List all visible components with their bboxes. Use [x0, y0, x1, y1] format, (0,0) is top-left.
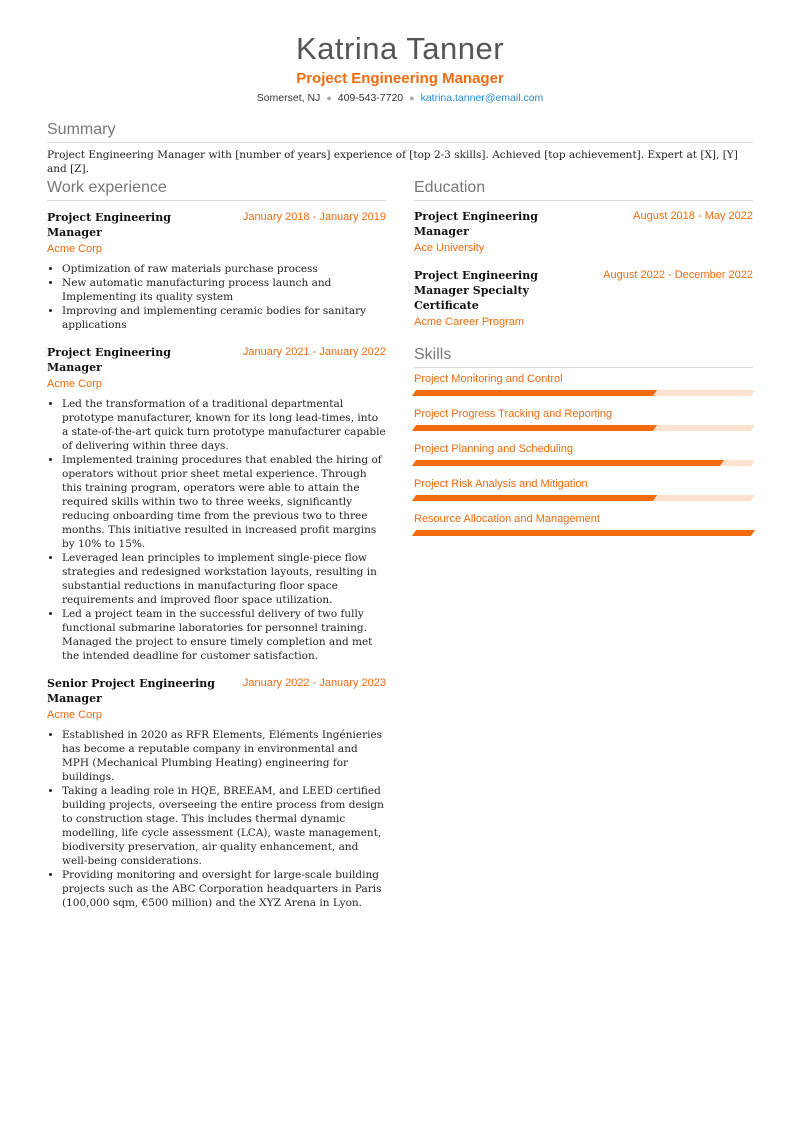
skill-level-bar	[414, 390, 753, 396]
job-bullet: • Led a project team in the successful delivery of two fully functional submarine laboratories for personnel training. Managed the project to ensure timely completion and met the intended deadline for customer satisfaction.	[62, 607, 386, 663]
skill-fill	[412, 390, 657, 396]
skill-item	[414, 407, 753, 431]
skill-item	[414, 512, 753, 536]
job-entry	[47, 210, 386, 332]
job-bullet: • Established in 2020 as RFR Elements, Eléments Ingénieries has become a reputable company in environmental and MPH (Mechanical Plumbing Heating) engineering for buildings.	[62, 728, 386, 784]
job-dates: January 2021 - January 2022	[242, 346, 386, 358]
job-dates: January 2022 - January 2023	[242, 677, 386, 689]
education-dates: August 2018 - May 2022	[633, 210, 753, 222]
skill-level-bar	[414, 460, 753, 466]
job-bullet: • Implemented training procedures that enabled the hiring of operators without prior sheet metal experience. Through this training program, operators were able to attain the required skills within two to three weeks, significantly reducing onboarding time from the previous two to three months. This initiative resulted in increased profit margins by 10% to 15%.	[62, 453, 386, 551]
school-name: Acme Career Program	[414, 316, 525, 328]
skill-fill	[412, 460, 725, 466]
job-dates: January 2018 - January 2019	[242, 211, 386, 223]
job-bullet: • New automatic manufacturing process launch and Implementing its quality system	[62, 276, 386, 304]
separator-dot-icon: ●	[409, 93, 415, 103]
job-bullet: • Improving and implementing ceramic bodies for sanitary applications	[62, 304, 386, 332]
job-company: Acme Corp	[47, 378, 103, 390]
education-heading: Education	[414, 178, 753, 201]
skills-list	[414, 372, 753, 536]
skill-level-bar	[414, 495, 753, 501]
summary-section	[47, 120, 753, 176]
job-title: Senior Project Engineering Manager	[47, 677, 215, 705]
job-bullet: • Taking a leading role in HQE, BREEAM, and LEED certified building projects, overseeing the entire process from design to construction stage. This includes thermal dynamic modelling, life cycle assessment (LCA), waste management, biodiversity preservation, air quality enhancement, and well-being considerations.	[62, 784, 386, 868]
candidate-name: Katrina Tanner	[295, 31, 505, 66]
job-bullet: • Led the transformation of a traditional departmental prototype manufacturer, known for its long lead-times, into a state-of-the-art quick turn prototype manufacturer capable of delivering within three days.	[62, 397, 386, 453]
education-entry	[414, 268, 753, 330]
job-title: Project Engineering Manager	[47, 211, 171, 239]
skill-name: Project Risk Analysis and Mitigation	[414, 478, 588, 490]
education-entry	[414, 209, 753, 256]
skill-item	[414, 477, 753, 501]
work-experience-section	[47, 178, 386, 910]
skill-item	[414, 372, 753, 396]
skill-level-bar	[414, 530, 753, 536]
skills-section	[414, 345, 753, 536]
skill-item	[414, 442, 753, 466]
job-bullets	[47, 397, 386, 663]
degree-title: Project Engineering Manager Specialty Certificate	[414, 269, 538, 312]
skills-heading: Skills	[414, 345, 753, 368]
education-section	[414, 178, 753, 330]
skill-name: Project Monitoring and Control	[414, 373, 563, 385]
skill-name: Project Progress Tracking and Reporting	[414, 408, 613, 420]
contact-line	[0, 92, 800, 104]
job-entry	[47, 345, 386, 663]
job-company: Acme Corp	[47, 243, 103, 255]
skill-name: Resource Allocation and Management	[414, 513, 600, 525]
candidate-title: Project Engineering Manager	[296, 70, 504, 87]
skill-fill	[412, 495, 657, 501]
summary-text: Project Engineering Manager with [number of years] experience of [top 2-3 skills]. Achieved [top achievement]. Expert at [X], [Y] and [Z].	[47, 149, 738, 175]
education-dates: August 2022 - December 2022	[603, 269, 753, 281]
skill-level-bar	[414, 425, 753, 431]
work-experience-heading: Work experience	[47, 178, 386, 201]
resume-header	[0, 0, 800, 104]
skill-fill	[412, 530, 755, 536]
job-bullets	[47, 262, 386, 332]
job-bullet: • Optimization of raw materials purchase process	[62, 262, 386, 276]
job-title: Project Engineering Manager	[47, 346, 171, 374]
location-text: Somerset, NJ	[256, 92, 321, 104]
phone-text: 409-543-7720	[337, 92, 404, 104]
email-link[interactable]: katrina.tanner@email.com	[420, 92, 544, 104]
separator-dot-icon: ●	[326, 93, 332, 103]
job-entry	[47, 676, 386, 910]
job-bullet: • Leveraged lean principles to implement single-piece flow strategies and redesigned workstation layouts, resulting in substantial reductions in manufacturing floor space requirements and improved floor space utilization.	[62, 551, 386, 607]
skill-fill	[412, 425, 657, 431]
degree-title: Project Engineering Manager	[414, 210, 538, 238]
school-name: Ace University	[414, 242, 485, 254]
skill-name: Project Planning and Scheduling	[414, 443, 574, 455]
job-company: Acme Corp	[47, 709, 103, 721]
job-bullets	[47, 728, 386, 910]
summary-heading: Summary	[47, 120, 753, 143]
right-column	[414, 178, 753, 547]
job-bullet: • Providing monitoring and oversight for large-scale building projects such as the ABC Corporation headquarters in Paris (100,000 sqm, €500 million) and the XYZ Arena in Lyon.	[62, 868, 386, 910]
